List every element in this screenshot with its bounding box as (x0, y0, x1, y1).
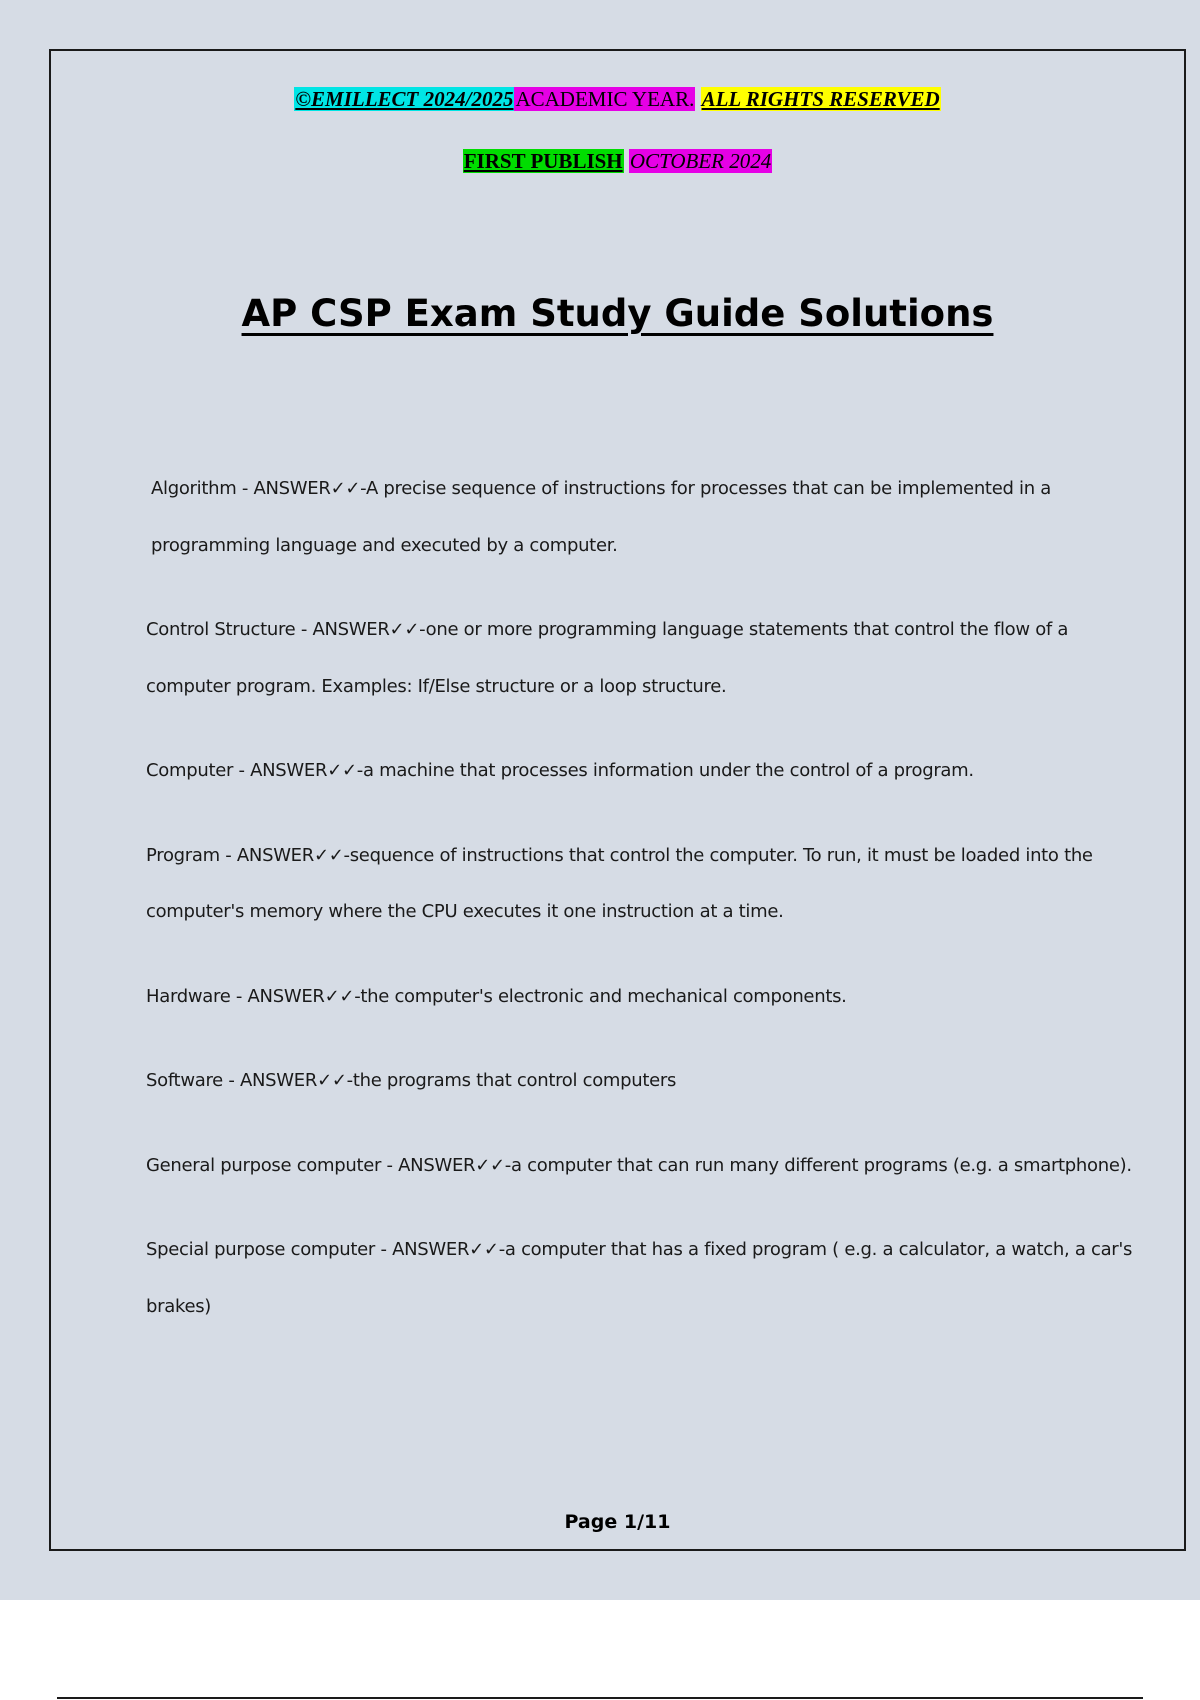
page-number: Page 1/11 (564, 1511, 671, 1533)
definition-list (146, 461, 1146, 1363)
document-page (49, 49, 1186, 1551)
definition-hardware: Hardware - ANSWER✓✓-the computer's electronic and mechanical components. (146, 985, 847, 1007)
definition-control-structure: Control Structure - ANSWER✓✓-one or more programming language statements that control the flow of a computer program. Examples: If/Else structure or a loop structure. (146, 619, 1069, 697)
definition-algorithm: Algorithm - ANSWER✓✓-A precise sequence of instructions for processes that can be implemented in a programming language and executed by a computer. (151, 478, 1051, 556)
publish-header (51, 147, 1184, 175)
next-page-top-rule (57, 1697, 1143, 1699)
publish-date-text: OCTOBER 2024 (629, 149, 772, 173)
definition-program: Program - ANSWER✓✓-sequence of instructions that control the computer. To run, it must be loaded into the computer's memory where the CPU executes it one instruction at a time. (146, 844, 1093, 922)
definition-special-purpose-computer: Special purpose computer - ANSWER✓✓-a computer that has a fixed program ( e.g. a calculator, a watch, a car's brakes) (146, 1239, 1133, 1317)
definition-computer: Computer - ANSWER✓✓-a machine that processes information under the control of a program. (146, 760, 974, 781)
academic-year-text: ACADEMIC YEAR. (515, 87, 695, 111)
copyright-header (51, 85, 1184, 113)
definition-software: Software - ANSWER✓✓-the programs that control computers (146, 1070, 677, 1091)
document-title: AP CSP Exam Study Guide Solutions (241, 292, 994, 335)
rights-reserved-text: ALL RIGHTS RESERVED (701, 87, 940, 111)
copyright-text: ©EMILLECT 2024/2025 (295, 87, 514, 111)
definition-general-purpose-computer: General purpose computer - ANSWER✓✓-a computer that can run many different programs (e.g. a smartphone). (146, 1154, 1132, 1176)
first-publish-text: FIRST PUBLISH (463, 149, 623, 173)
